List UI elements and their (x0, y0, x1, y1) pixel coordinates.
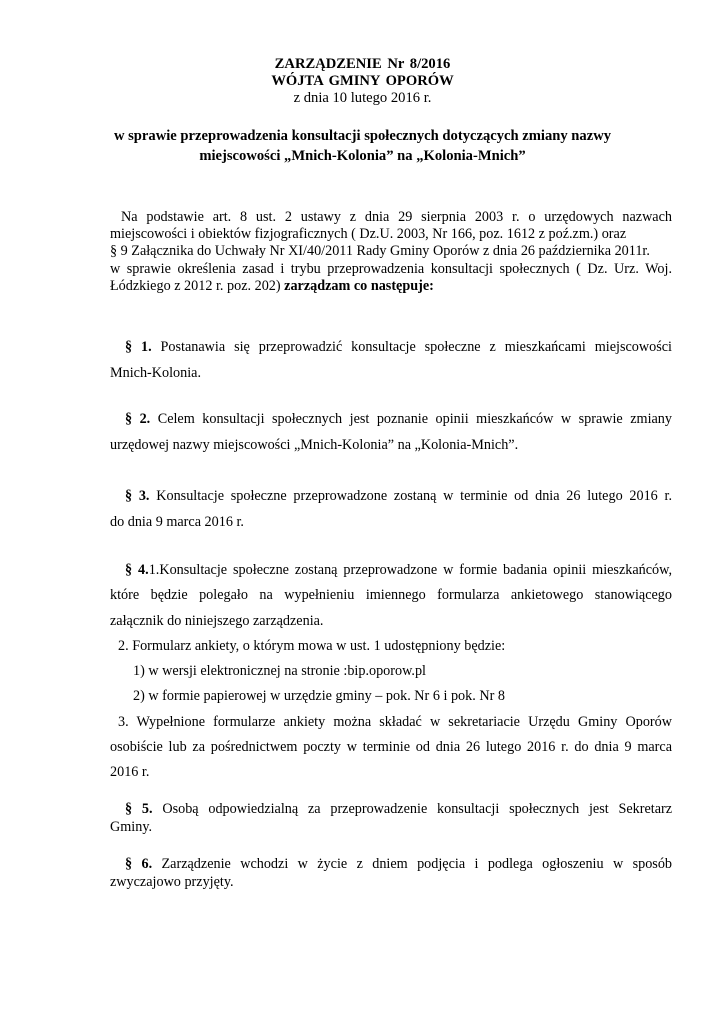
paragraph-5-line-1 (110, 801, 672, 819)
paragraph-4-subitem-1: 1) w wersji elektronicznej na stronie :bip.oporow.pl (133, 663, 426, 680)
subject-line-2: miejscowości „Mnich-Kolonia” na „Kolonia-Mnich” (199, 147, 526, 164)
document-date: z dnia 10 lutego 2016 r. (293, 90, 432, 106)
basis-line-5 (110, 278, 672, 295)
paragraph-6-line-1 (110, 856, 672, 874)
paragraph-6-number: § 6. (125, 856, 153, 872)
paragraph-2-line-1 (110, 406, 672, 432)
paragraph-3-text: Konsultacje społeczne przeprowadzone zostaną w terminie od dnia 26 lutego 2016 r. (156, 488, 673, 504)
basis-decision: zarządzam co następuje: (284, 277, 434, 294)
paragraph-1-line-2: Mnich-Kolonia. (110, 365, 202, 381)
legal-basis (110, 209, 672, 295)
paragraph-2-text: Celem konsultacji społecznych jest poznanie opinii mieszkańców w sprawie zmiany (157, 411, 672, 427)
paragraph-5 (110, 801, 672, 836)
basis-line-4: w sprawie określenia zasad i trybu przeprowadzenia konsultacji społecznych ( Dz. Urz. Woj. (110, 260, 672, 277)
paragraph-5-number: § 5. (125, 801, 153, 817)
basis-line-1: Na podstawie art. 8 ust. 2 ustawy z dnia 29 sierpnia 2003 r. o urzędowych nazwach (121, 209, 672, 225)
paragraph-4-line-3: załącznik do niniejszego zarządzenia. (110, 612, 324, 629)
paragraph-1-text: Postanawia się przeprowadzić konsultacje społeczne z mieszkańcami miejscowości (160, 339, 672, 355)
document-title: ZARZĄDZENIE Nr 8/2016 (274, 56, 451, 72)
paragraph-3-line-1 (110, 483, 672, 509)
paragraph-4-item-3-line-1: 3. Wypełnione formularze ankiety można składać w sekretariacie Urzędu Gminy Oporów (118, 713, 672, 730)
paragraph-4-item-3-line-3: 2016 r. (110, 764, 150, 781)
paragraph-2 (110, 406, 672, 458)
paragraph-4-line-1 (110, 558, 672, 583)
paragraph-4 (110, 558, 672, 786)
paragraph-4-item-3-line-2: osobiście lub za pośrednictwem poczty w terminie od dnia 26 lutego 2016 r. do dnia 9 marca (110, 739, 672, 756)
paragraph-1-line-1 (110, 334, 672, 360)
basis-line-2: miejscowości i obiektów fizjograficznych ( Dz.U. 2003, Nr 166, poz. 1612 z poź.zm.) oraz (110, 226, 627, 243)
paragraph-5-line-2: Gminy. (110, 818, 153, 835)
paragraph-1-number: § 1. (125, 339, 152, 355)
paragraph-3-number: § 3. (125, 488, 150, 504)
paragraph-2-line-2: urzędowej nazwy miejscowości „Mnich-Kolonia” na „Kolonia-Mnich”. (110, 437, 519, 453)
basis-line-3: § 9 Załącznika do Uchwały Nr XI/40/2011 Rady Gminy Oporów z dnia 26 października 2011r. (110, 243, 650, 260)
paragraph-4-item-2: 2. Formularz ankiety, o którym mowa w ust. 1 udostępniony będzie: (118, 637, 506, 654)
paragraph-4-line-2: które będzie polegało na wypełnieniu imiennego formularza ankietowego stanowiącego (110, 587, 672, 604)
paragraph-3-line-2: do dnia 9 marca 2016 r. (110, 514, 244, 530)
subject-line-1: w sprawie przeprowadzenia konsultacji społecznych dotyczących zmiany nazwy (113, 128, 612, 144)
paragraph-4-subitem-2: 2) w formie papierowej w urzędzie gminy – pok. Nr 6 i pok. Nr 8 (133, 688, 505, 705)
paragraph-6-text: Zarządzenie wchodzi w życie z dniem podjęcia i podlega ogłoszeniu w sposób (161, 856, 673, 872)
document-subject (100, 127, 625, 166)
paragraph-6-line-2: zwyczajowo przyjęty. (110, 873, 234, 890)
paragraph-5-text: Osobą odpowiedzialną za przeprowadzenie konsultacji społecznych jest Sekretarz (162, 801, 673, 817)
basis-line-5-text: Łódzkiego z 2012 r. poz. 202) (110, 277, 281, 294)
paragraph-3 (110, 483, 672, 535)
document-header (0, 56, 725, 107)
paragraph-4-number: § 4. (125, 562, 149, 578)
paragraph-1 (110, 334, 672, 386)
paragraph-2-number: § 2. (125, 411, 151, 427)
paragraph-4-text: 1.Konsultacje społeczne zostaną przeprowadzone w formie badania opinii mieszkańców, (148, 562, 673, 578)
paragraph-6 (110, 856, 672, 891)
document-issuer: WÓJTA GMINY OPORÓW (271, 73, 454, 89)
